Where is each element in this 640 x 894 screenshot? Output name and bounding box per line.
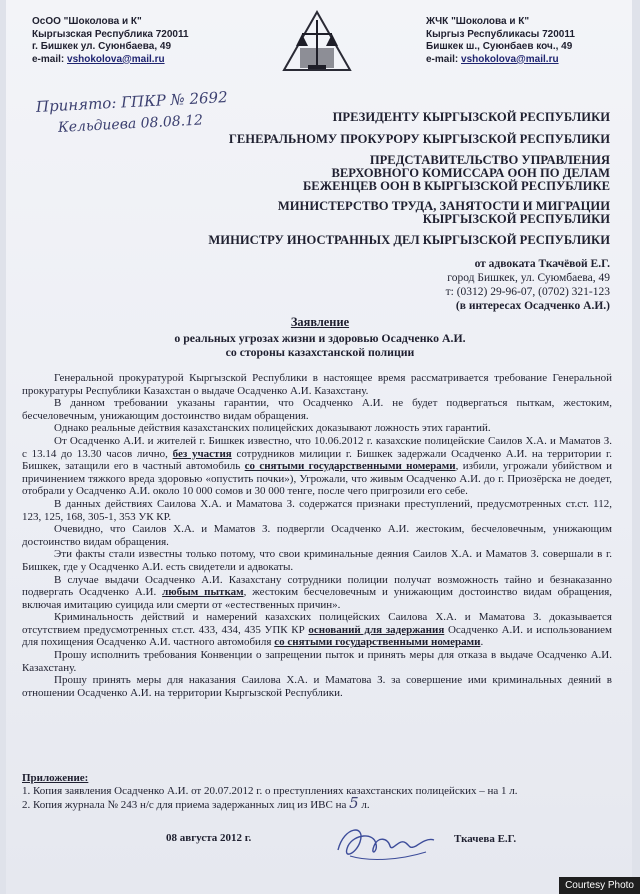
letterhead-left [32,16,189,66]
signature-date: 08 августа 2012 г. [166,832,252,844]
email-link[interactable]: vshokolova@mail.ru [67,53,165,65]
company-country: Кыргызская Республика 720011 [32,28,189,40]
addressee-foreign-minister: МИНИСТРУ ИНОСТРАННЫХ ДЕЛ КЫРГЫЗСКОЙ РЕСПУБЛИКИ [208,233,610,247]
handwritten-signature [330,816,440,866]
sender-city: город Бишкек, ул. Суюмбаева, 49 [447,272,610,284]
photo-credit: Courtesy Photo [559,877,640,894]
paragraph: Однако реальные действия казахстанских полицейских доказывают ложность этих гарантий. [54,422,491,435]
scales-of-justice-logo [282,10,352,72]
paragraph: В данном требовании указаны гарантии, что Осадченко А.И. не будет подвергаться пыткам, жестоким, бесчеловечным, унижающим достоинство видам обращения. [22,397,612,422]
handwritten-date-note: Кельдиева 08.08.12 [57,112,204,136]
handwritten-received-note: Принято: ГПКР № 2692 [35,87,229,116]
sender-name: от адвоката Ткачёвой Е.Г. [474,258,610,270]
attachments-heading: Приложение: [22,772,89,784]
attachments [22,772,612,812]
paragraph: Прошу исполнить требования Конвенции о запрещении пыток и принять меры для отказа в выдаче Осадченко А.И. Казахстану. [22,649,612,674]
paragraph: Прошу принять меры для наказания Саилова Х.А. и Маматова З. за совершение ими криминальных деяний в отношении Осадченко А.И. на территории Кыргызской Республики. [22,674,612,699]
paragraph: Криминальность действий и намерений казахских полицейских Саилова Х.А. и Маматова З. доказывается отсутствием предусмотренных ст.ст. 433, 434, 435 УПК КР оснований для задержания Осадченко А.И. и использованием для похищения Осадченко А.И. частного автомобиля со снятыми государственными номерами. [22,611,612,649]
document-title: Заявление [290,315,350,329]
document-body [22,372,612,699]
signer-name: Ткачева Е.Г. [454,833,517,845]
handwritten-page-count: 5 [349,794,359,813]
paragraph: Эти факты стали известны только потому, что свои криминальные деяния Саилов Х.А. и Маматов З. совершали в г. Бишкек, где у Осадченко А.И. есть свидетели и адвокаты. [22,548,612,573]
company-address-kg: Бишкек ш., Суюнбаев коч., 49 [426,41,573,52]
addressee-prosecutor: ГЕНЕРАЛЬНОМУ ПРОКУРОРУ КЫРГЫЗСКОЙ РЕСПУБЛИКИ [228,132,610,146]
attachment-item: 2. Копия журнала № 243 н/с для приема задержанных лиц из ИВС на 5 л. [22,794,370,813]
company-email: e-mail: vshokolova@mail.ru [32,53,165,65]
document-subtitle-1: о реальных угрозах жизни и здоровью Осадченко А.И. [174,331,466,345]
addressee-unhcr-1: ПРЕДСТАВИТЕЛЬСТВО УПРАВЛЕНИЯ [369,153,610,167]
sender-interest: (в интересах Осадченко А.И.) [455,300,610,312]
addressee-ministry-labor-2: КЫРГЫЗСКОЙ РЕСПУБЛИКИ [422,212,610,226]
paragraph: В данных действиях Саилова Х.А. и Маматова З. содержатся признаки преступлений, предусмотренных ст.ст. 112, 123, 125, 168, 305-1, 353 УК КР. [22,497,612,523]
addressee-unhcr-3: БЕЖЕНЦЕВ ООН В КЫРГЫЗСКОЙ РЕСПУБЛИКЕ [302,179,610,193]
paragraph: Генеральной прокуратурой Кыргызской Республики в настоящее время рассматривается требование Генеральной прокуратуры Республики Казахстан о выдаче Осадченко А.И. Казахстану. [22,372,612,397]
email-link-kg[interactable]: vshokolova@mail.ru [461,53,559,65]
company-email-kg: e-mail: vshokolova@mail.ru [426,53,559,65]
paragraph: От Осадченко А.И. и жителей г. Бишкек известно, что 10.06.2012 г. казахские полицейские Саилов Х.А. и Маматов З. с 13.14 до 13.30 часов лично, без участия сотрудников милиции г. Бишкек задержали Осадченко А.И. на территории г. Бишкек, затащили его в частный автомобиль со снятыми государственными номерами, избили, угрожали убийством и причинением тяжкого вреда здоровью «опустить почки»), Угрожали, что живым Осадченко А.И. до г. Приозёрска не доедет, отобрали у Осадченко А.И. около 10 000 сомов и 30 000 тенге, после чего пригрозили его себе. [22,434,613,498]
company-name: ОсОО "Шоколова и К" [32,16,142,27]
addressee-unhcr-2: ВЕРХОВНОГО КОМИССАРА ООН ПО ДЕЛАМ [331,166,610,180]
company-country-kg: Кыргыз Республикасы 720011 [426,28,575,40]
paragraph: В случае выдачи Осадченко А.И. Казахстану сотрудники полиции получат возможность тайно и безнаказанно подвергать Осадченко А.И. любым пыткам, жестоким бесчеловечным и унижающим достоинство видам обращения, включая имитацию суицида или смерти от «естественных причин». [22,573,613,611]
attachment-item: 1. Копия заявления Осадченко А.И. от 20.07.2012 г. о преступлениях казахстанских полицейских – на 1 л. [22,784,518,797]
document-subtitle-2: со стороны казахстанской полиции [225,345,415,359]
letterhead-right [426,16,575,66]
paragraph: Очевидно, что Саилов Х.А. и Маматов З. подвергли Осадченко А.И. жестоким, бесчеловечным, унижающим достоинство видам обращения. [22,523,612,548]
addressee-president: ПРЕЗИДЕНТУ КЫРГЫЗСКОЙ РЕСПУБЛИКИ [332,110,610,124]
company-name-kg: ЖЧК "Шоколова и К" [426,16,530,27]
addressee-ministry-labor-1: МИНИСТЕРСТВО ТРУДА, ЗАНЯТОСТИ И МИГРАЦИИ [277,199,610,213]
sender-phone: т: (0312) 29-96-07, (0702) 321-123 [445,286,610,298]
company-address: г. Бишкек ул. Суюнбаева, 49 [32,41,171,52]
